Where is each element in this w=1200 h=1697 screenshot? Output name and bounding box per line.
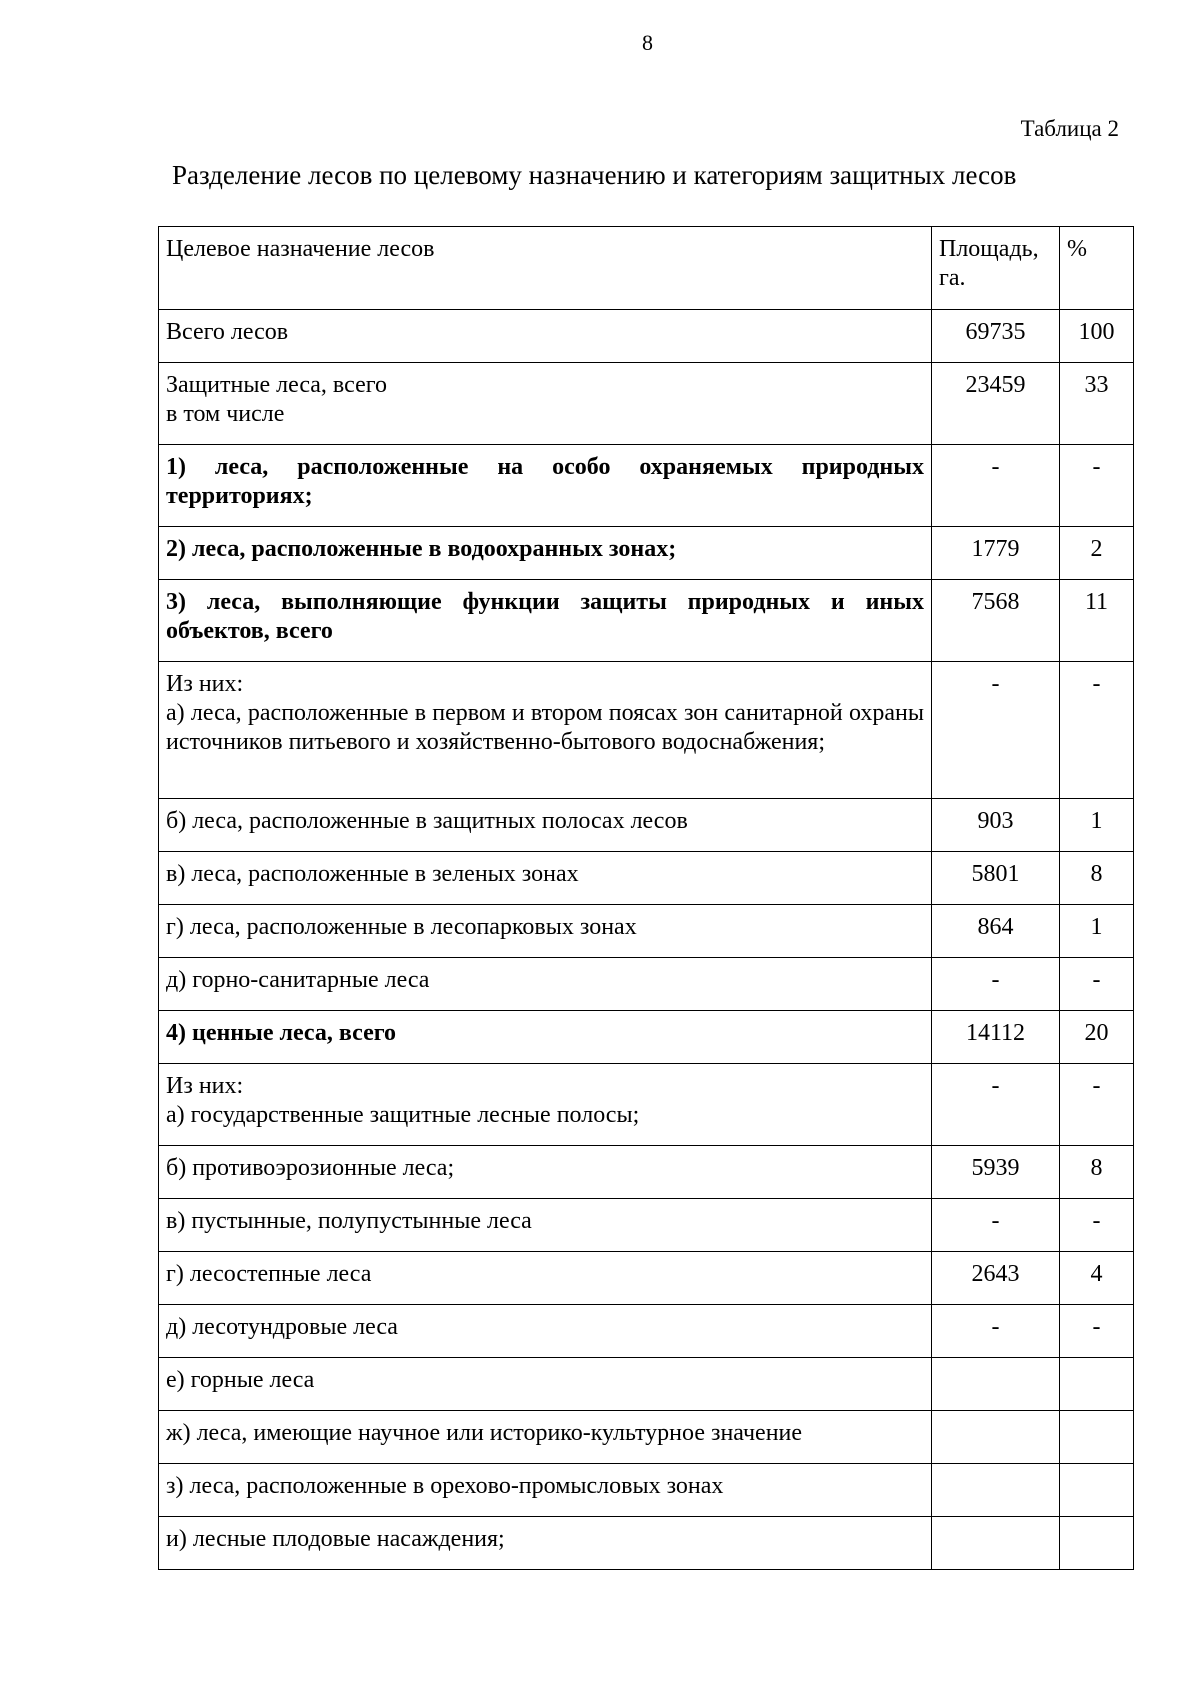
row-name: б) противоэрозионные леса;: [159, 1146, 932, 1199]
table-row: [159, 1464, 1134, 1517]
row-percent: 11: [1060, 580, 1134, 662]
row-area: 14112: [932, 1011, 1060, 1064]
table-header-row: [159, 227, 1134, 310]
row-name: в) леса, расположенные в зеленых зонах: [159, 852, 932, 905]
row-name: [159, 662, 932, 799]
row-percent: [1060, 1517, 1134, 1570]
row-percent: [1060, 1358, 1134, 1411]
row-area: 2643: [932, 1252, 1060, 1305]
row-percent: 8: [1060, 1146, 1134, 1199]
row-area: 903: [932, 799, 1060, 852]
row-percent: 1: [1060, 905, 1134, 958]
header-area-line2: га.: [939, 265, 966, 291]
row-area: 5939: [932, 1146, 1060, 1199]
table-caption: Таблица 2: [1020, 116, 1119, 141]
header-area: [932, 227, 1060, 310]
row-name: г) леса, расположенные в лесопарковых зонах: [159, 905, 932, 958]
row-percent: 4: [1060, 1252, 1134, 1305]
row-name: [159, 1064, 932, 1146]
table-row: [159, 1199, 1134, 1252]
row-name: 3) леса, выполняющие функции защиты природных и иных объектов, всего: [159, 580, 932, 662]
row-area: -: [932, 1199, 1060, 1252]
row-name-line2: а) леса, расположенные в первом и втором поясах зон санитарной охраны источников питьевого и хозяйственно-бытового водоснабжения;: [166, 700, 924, 755]
row-area: -: [932, 1305, 1060, 1358]
table-row: [159, 662, 1134, 799]
forest-purpose-table: [158, 226, 1134, 1570]
row-name: [159, 363, 932, 445]
row-percent: 8: [1060, 852, 1134, 905]
row-name: д) лесотундровые леса: [159, 1305, 932, 1358]
header-area-line1: Площадь,: [939, 236, 1039, 262]
table-row: [159, 1358, 1134, 1411]
table-row: [159, 852, 1134, 905]
row-percent: [1060, 1411, 1134, 1464]
row-percent: -: [1060, 1305, 1134, 1358]
row-name: е) горные леса: [159, 1358, 932, 1411]
row-percent: -: [1060, 958, 1134, 1011]
row-name: з) леса, расположенные в орехово-промысловых зонах: [159, 1464, 932, 1517]
row-name: 4) ценные леса, всего: [159, 1011, 932, 1064]
row-area: 864: [932, 905, 1060, 958]
row-area: -: [932, 662, 1060, 799]
table-row: [159, 1146, 1134, 1199]
row-area: [932, 1464, 1060, 1517]
row-area: 1779: [932, 527, 1060, 580]
row-name: д) горно-санитарные леса: [159, 958, 932, 1011]
page-number: 8: [642, 30, 653, 55]
row-name-line1: Из них:: [166, 671, 244, 697]
row-name-line2: в том числе: [166, 401, 285, 427]
row-area: 69735: [932, 310, 1060, 363]
row-name: 2) леса, расположенные в водоохранных зонах;: [159, 527, 932, 580]
row-percent: 1: [1060, 799, 1134, 852]
row-percent: 33: [1060, 363, 1134, 445]
table-row: [159, 363, 1134, 445]
row-area: -: [932, 958, 1060, 1011]
row-area: -: [932, 445, 1060, 527]
table-row: [159, 1517, 1134, 1570]
header-purpose: Целевое назначение лесов: [159, 227, 932, 310]
row-percent: 20: [1060, 1011, 1134, 1064]
row-name: ж) леса, имеющие научное или историко-культурное значение: [159, 1411, 932, 1464]
row-area: 7568: [932, 580, 1060, 662]
row-name: г) лесостепные леса: [159, 1252, 932, 1305]
row-name: Всего лесов: [159, 310, 932, 363]
row-name-line1: Защитные леса, всего: [166, 372, 387, 398]
table-row: [159, 445, 1134, 527]
table-row: [159, 1411, 1134, 1464]
table-row: [159, 527, 1134, 580]
row-area: [932, 1411, 1060, 1464]
row-name-line2: а) государственные защитные лесные полосы;: [166, 1102, 640, 1128]
row-area: [932, 1358, 1060, 1411]
table-row: [159, 1011, 1134, 1064]
table-row: [159, 310, 1134, 363]
row-name: б) леса, расположенные в защитных полосах лесов: [159, 799, 932, 852]
row-percent: -: [1060, 445, 1134, 527]
row-name: в) пустынные, полупустынные леса: [159, 1199, 932, 1252]
row-area: 23459: [932, 363, 1060, 445]
row-area: -: [932, 1064, 1060, 1146]
table-title: Разделение лесов по целевому назначению и категориям защитных лесов: [172, 160, 1017, 190]
table-row: [159, 905, 1134, 958]
table-row: [159, 580, 1134, 662]
row-area: [932, 1517, 1060, 1570]
table-row: [159, 1305, 1134, 1358]
row-percent: -: [1060, 662, 1134, 799]
row-name: и) лесные плодовые насаждения;: [159, 1517, 932, 1570]
row-percent: [1060, 1464, 1134, 1517]
row-percent: -: [1060, 1199, 1134, 1252]
header-percent: %: [1060, 227, 1134, 310]
row-area: 5801: [932, 852, 1060, 905]
row-name: 1) леса, расположенные на особо охраняемых природных территориях;: [159, 445, 932, 527]
row-name-line1: Из них:: [166, 1073, 244, 1099]
table-row: [159, 958, 1134, 1011]
row-percent: 100: [1060, 310, 1134, 363]
table-row: [159, 1252, 1134, 1305]
row-percent: 2: [1060, 527, 1134, 580]
table-row: [159, 799, 1134, 852]
row-percent: -: [1060, 1064, 1134, 1146]
table-row: [159, 1064, 1134, 1146]
